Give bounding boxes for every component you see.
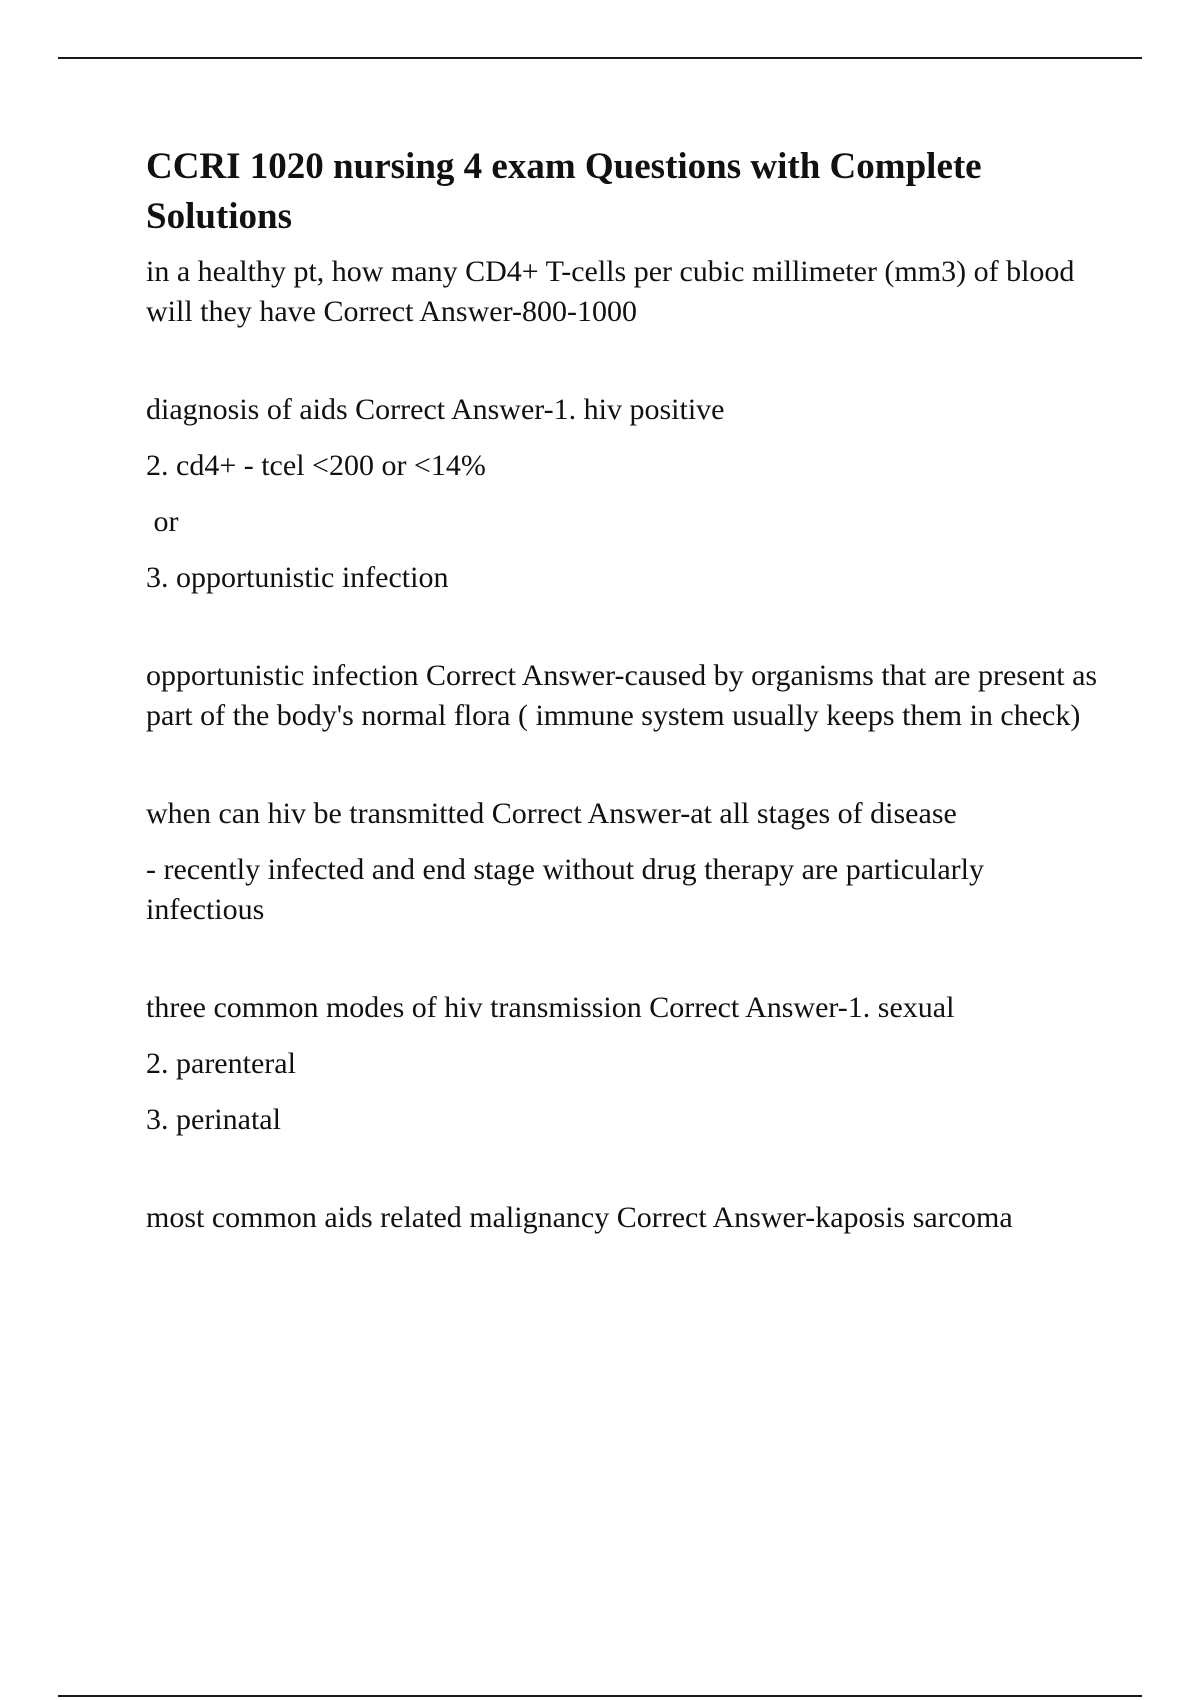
qa-item-1 xyxy=(146,252,1106,332)
qa-line: 2. cd4+ - tcel <200 or <14% xyxy=(146,449,486,482)
qa-line: three common modes of hiv transmission Correct Answer-1. sexual xyxy=(146,991,955,1024)
qa-item-4 xyxy=(146,794,1106,930)
document-title: CCRI 1020 nursing 4 exam Questions with Complete Solutions xyxy=(146,146,982,237)
document-body xyxy=(146,142,1106,1238)
footer-rule xyxy=(58,1695,1142,1697)
qa-line: or xyxy=(146,505,179,538)
qa-line: 3. opportunistic infection xyxy=(146,561,449,594)
qa-item-2 xyxy=(146,390,1106,598)
qa-line: diagnosis of aids Correct Answer-1. hiv positive xyxy=(146,393,725,426)
qa-line: opportunistic infection Correct Answer-caused by organisms that are present as part of the body's normal flora ( immune system usually keeps them in check) xyxy=(146,659,1105,732)
qa-line: in a healthy pt, how many CD4+ T-cells per cubic millimeter (mm3) of blood will they have Correct Answer-800-1000 xyxy=(146,255,1082,328)
header-rule xyxy=(58,57,1142,59)
qa-line: when can hiv be transmitted Correct Answer-at all stages of disease xyxy=(146,797,957,830)
qa-line: most common aids related malignancy Correct Answer-kaposis sarcoma xyxy=(146,1201,1013,1234)
qa-item-6 xyxy=(146,1198,1106,1238)
qa-item-5 xyxy=(146,988,1106,1140)
qa-item-3 xyxy=(146,656,1106,736)
qa-line: 2. parenteral xyxy=(146,1047,296,1080)
qa-line: 3. perinatal xyxy=(146,1103,281,1136)
qa-line: - recently infected and end stage without drug therapy are particularly infectious xyxy=(146,853,992,926)
